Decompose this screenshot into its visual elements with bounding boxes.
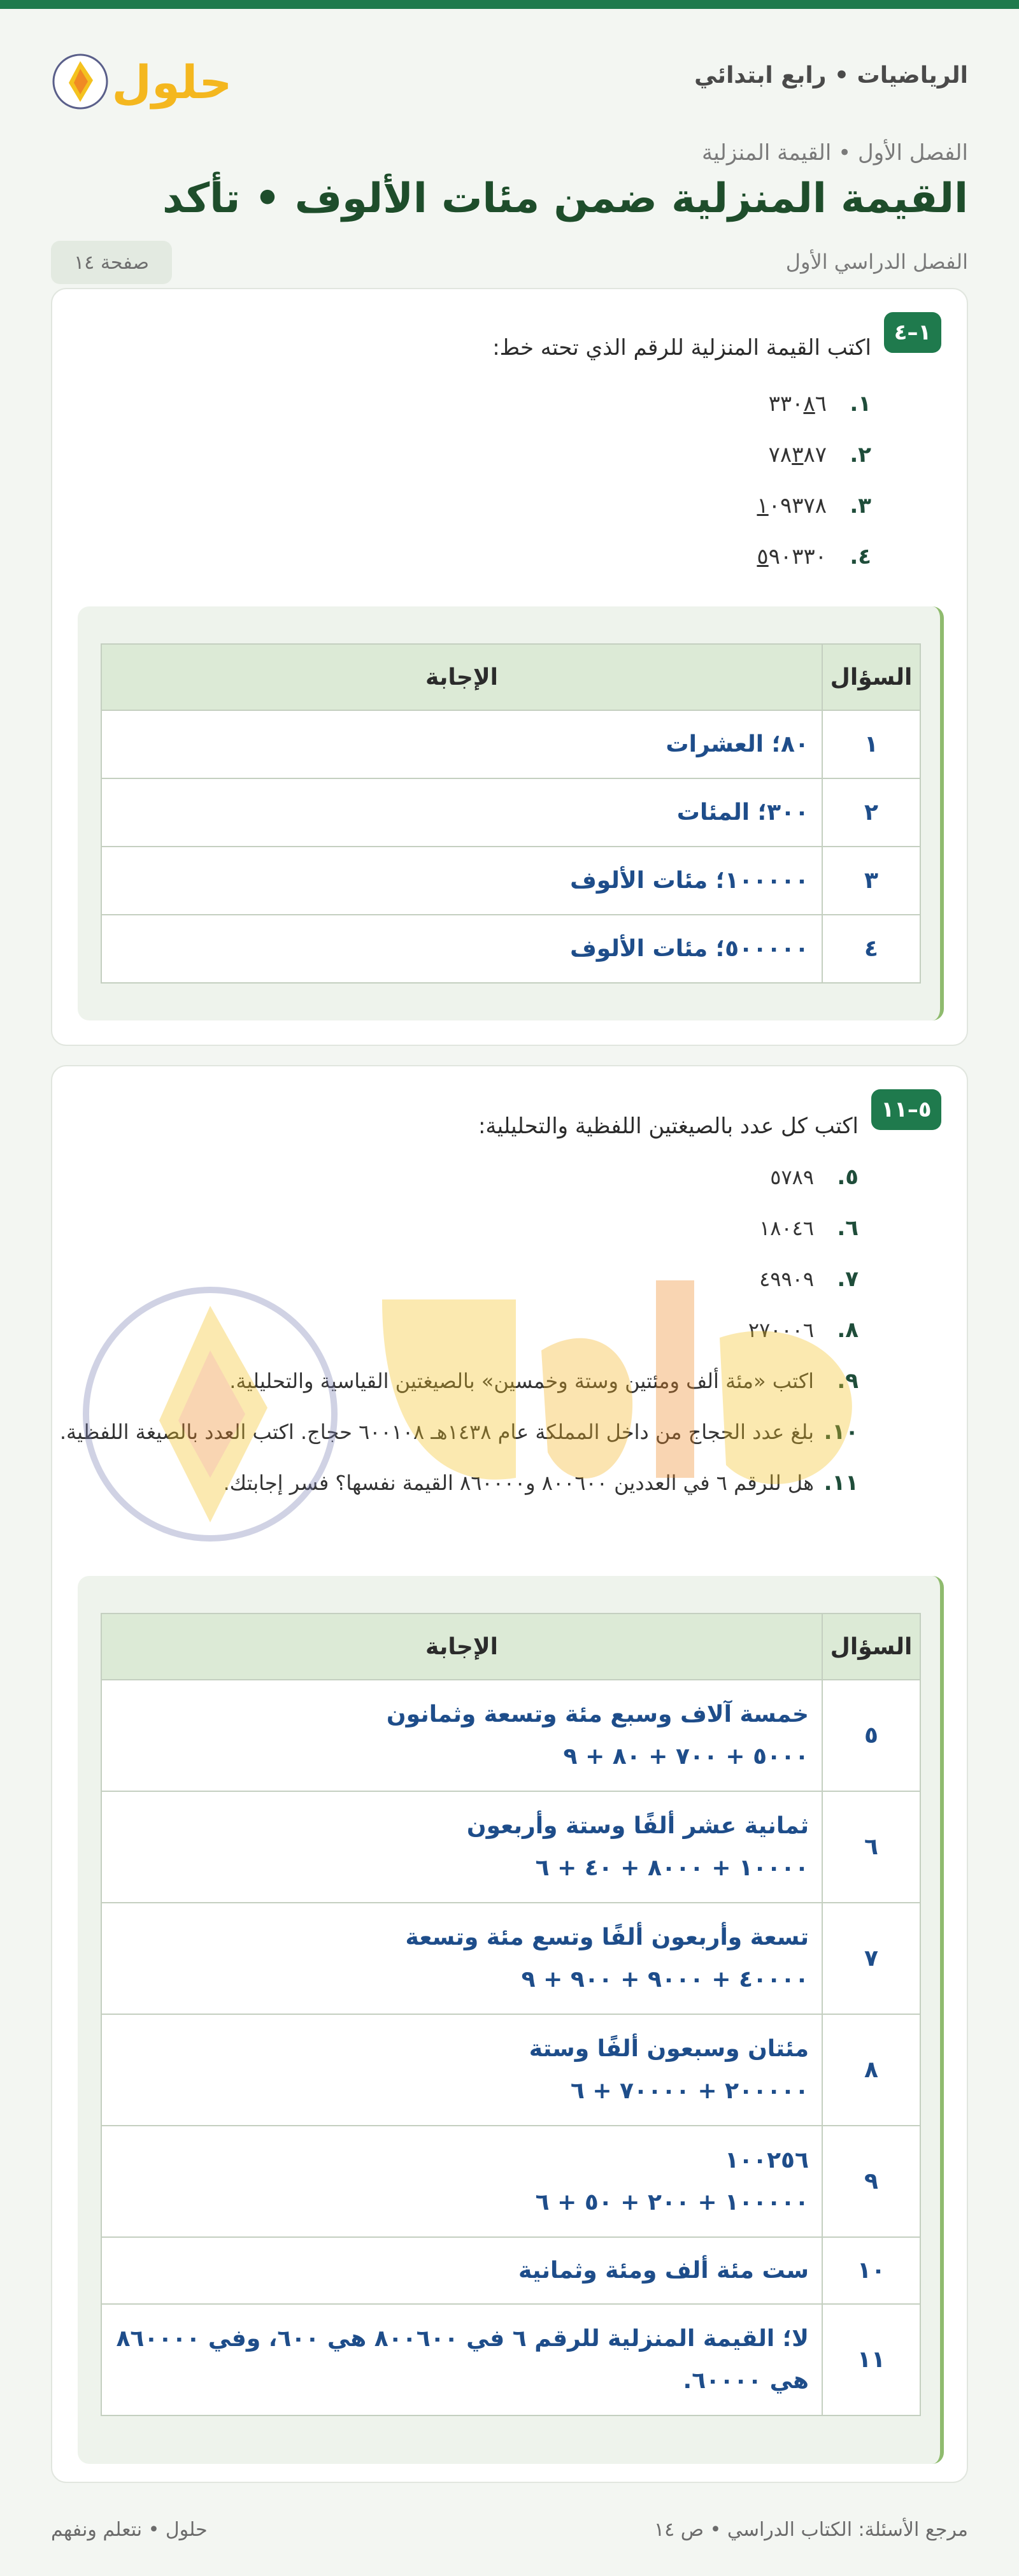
- subject-label: الرياضيات • رابع ابتدائي: [694, 62, 968, 89]
- answer-panel: [78, 1576, 944, 2464]
- question-item: ٥.٥٧٨٩: [770, 1164, 859, 1190]
- breadcrumb: الفصل الأول • القيمة المنزلية: [702, 140, 968, 166]
- answer-table: [101, 643, 921, 984]
- table-row: ١٠ ست مئة ألف ومئة وثمانية: [101, 2237, 920, 2304]
- term-label: الفصل الدراسي الأول: [785, 250, 968, 274]
- section-badge: ٥–١١: [871, 1089, 941, 1130]
- section-card-5-11: [51, 1065, 968, 2483]
- page-badge: صفحة ١٤: [51, 241, 172, 284]
- page-footer: [51, 2519, 968, 2551]
- question-list: [757, 378, 871, 582]
- question-item: ٤.٥٩٠٣٣٠: [757, 544, 871, 569]
- question-item: ٣.١٠٩٣٧٨: [757, 493, 871, 519]
- table-row: ٧ تسعة وأربعون ألفًا وتسع مئة وتسعة ٤٠٠٠٠ + ٩٠٠٠ + ٩٠٠ + ٩: [101, 1903, 920, 2014]
- question-list: [56, 1152, 859, 1508]
- table-row: ٣ ١٠٠٠٠٠؛ مئات الألوف: [101, 847, 920, 915]
- section-instruction: اكتب القيمة المنزلية للرقم الذي تحته خط:: [492, 335, 871, 361]
- table-row: ٩ ١٠٠٢٥٦ ١٠٠٠٠٠ + ٢٠٠ + ٥٠ + ٦: [101, 2126, 920, 2237]
- table-header-question: السؤال: [822, 1614, 920, 1680]
- section-card-1-4: [51, 288, 968, 1046]
- footer-source: مرجع الأسئلة: الكتاب الدراسي • ص ١٤: [654, 2519, 968, 2541]
- table-row: ٢ ٣٠٠؛ المئات: [101, 778, 920, 847]
- hulul-logo: [51, 43, 236, 113]
- answer-panel: [78, 606, 944, 1020]
- section-badge: ١–٤: [884, 312, 941, 353]
- question-item: ٨.٢٧٠٠٠٦: [748, 1317, 859, 1343]
- table-row: ١١ لا؛ القيمة المنزلية للرقم ٦ في ٨٠٠٦٠٠ هي ٦٠٠، وفي ٨٦٠٠٠٠ هي ٦٠٠٠٠.: [101, 2304, 920, 2415]
- page-header: [51, 43, 968, 113]
- table-row: ١ ٨٠؛ العشرات: [101, 710, 920, 778]
- table-row: ٦ ثمانية عشر ألفًا وستة وأربعون ١٠٠٠٠ + ٨٠٠٠ + ٤٠ + ٦: [101, 1791, 920, 1903]
- svg-text:حلول: حلول: [111, 55, 232, 109]
- question-item: ١.٣٣٠٨٦: [768, 391, 871, 417]
- question-item: ١١.هل للرقم ٦ في العددين ٨٠٠٦٠٠ و٨٦٠٠٠٠ القيمة نفسها؟ فسر إجابتك.: [223, 1470, 859, 1496]
- question-item: ١٠.بلغ عدد الحجاج من داخل المملكة عام ١٤٣٨هـ ٦٠٠١٠٨ حجاج. اكتب العدد بالصيغة اللفظية.: [59, 1419, 859, 1445]
- table-header-answer: الإجابة: [101, 1614, 822, 1680]
- question-item: ٢.٧٨٣٨٧: [768, 442, 871, 468]
- section-instruction: اكتب كل عدد بالصيغتين اللفظية والتحليلية:: [478, 1113, 859, 1139]
- table-row: ٨ مئتان وسبعون ألفًا وستة ٢٠٠٠٠٠ + ٧٠٠٠٠ + ٦: [101, 2014, 920, 2126]
- question-item: ٧.٤٩٩٠٩: [759, 1266, 859, 1292]
- table-header-question: السؤال: [822, 644, 920, 710]
- question-item: ٦.١٨٠٤٦: [759, 1215, 859, 1241]
- footer-brand: حلول • نتعلم ونفهم: [51, 2519, 208, 2541]
- top-accent-bar: [0, 0, 1019, 9]
- table-row: ٤ ٥٠٠٠٠٠؛ مئات الألوف: [101, 915, 920, 983]
- table-row: ٥ خمسة آلاف وسبع مئة وتسعة وثمانون ٥٠٠٠ + ٧٠٠ + ٨٠ + ٩: [101, 1680, 920, 1791]
- question-item: ٩.اكتب «مئة ألف ومئتين وستة وخمسين» بالصيغتين القياسية والتحليلية.: [229, 1368, 859, 1394]
- table-header-answer: الإجابة: [101, 644, 822, 710]
- answer-table: [101, 1613, 921, 2416]
- page-title: القيمة المنزلية ضمن مئات الألوف • تأكد: [162, 175, 968, 222]
